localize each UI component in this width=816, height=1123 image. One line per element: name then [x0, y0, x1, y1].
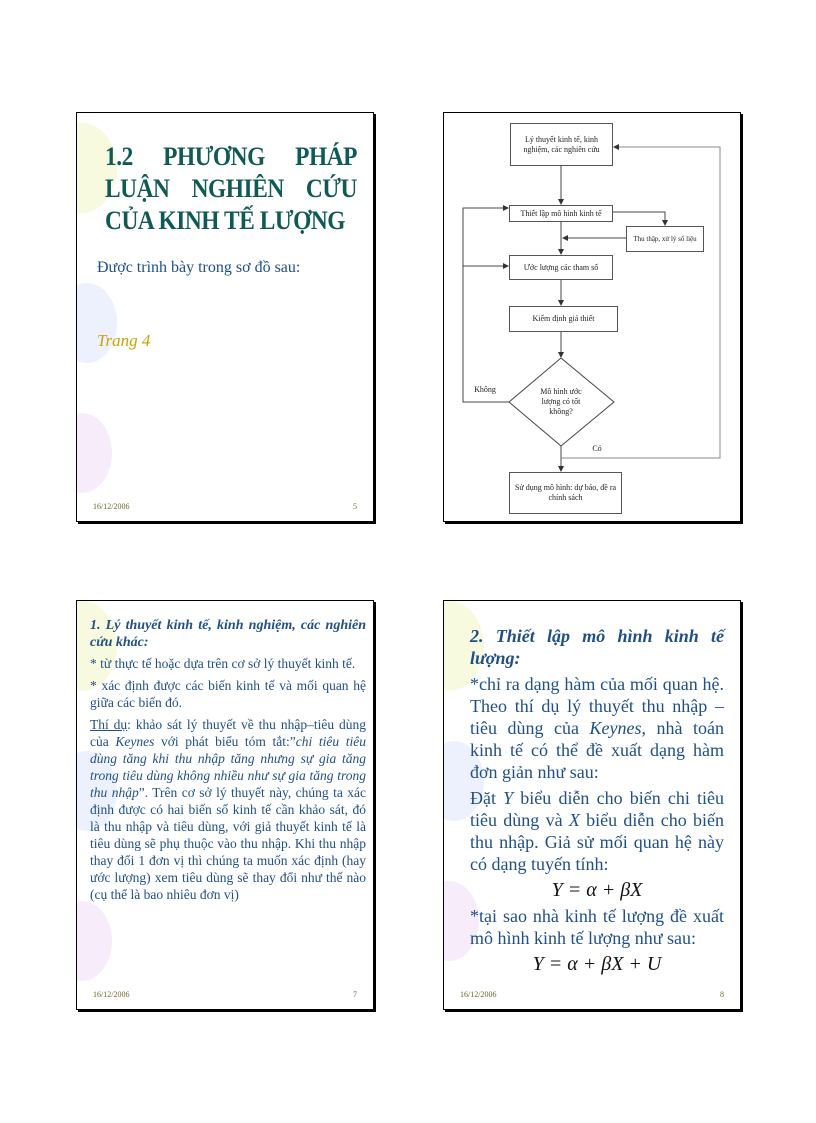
decorative-balloon	[76, 413, 112, 493]
equation-linear: Y = α + βX	[551, 879, 643, 901]
flowchart-decision: Mô hình ước lượng có tốt không?	[540, 387, 582, 416]
bullet: * xác định được các biến kinh tế và mối quan hệ giữa các biến đó.	[90, 678, 366, 710]
text: : khảo sát lý thuyết về thu nhập–tiêu dùng của	[90, 717, 366, 749]
slide-subtitle: Được trình bày trong sơ đồ sau:	[97, 259, 301, 276]
flowchart-step-test: Kiểm định giả thiết	[509, 306, 618, 332]
keynes: Keynes	[115, 734, 155, 749]
slide-body	[90, 617, 366, 908]
slide-number: 5	[353, 502, 357, 511]
paragraph	[470, 673, 724, 783]
slide-number: 8	[720, 990, 724, 999]
section-heading: 1. Lý thuyết kinh tế, kinh nghiệm, các nghiên cứu khác:	[90, 618, 366, 650]
flowchart-yes-label: Có	[592, 444, 602, 453]
flowchart-step-use: Sử dụng mô hình: dự báo, đề ra chính sách	[509, 472, 622, 514]
flowchart-step-data: Thu thập, xử lý số liệu	[626, 226, 704, 252]
slide-date: 16/12/2006	[93, 502, 130, 511]
text: biểu diễn cho biến thu nhập. Giả sử mối quan hệ này có dạng tuyến tính:	[470, 810, 724, 874]
slide-8	[443, 600, 741, 1010]
flowchart-no-label: Không	[474, 385, 496, 394]
decorative-balloon	[76, 901, 112, 981]
quote: chi tiêu tiêu dùng tăng khi thu nhập tăng nhưng sự gia tăng trong tiêu dùng không nhiều như sự gia tăng trong thu nhập	[90, 734, 367, 800]
slide-5	[76, 112, 374, 522]
slide-7	[76, 600, 374, 1010]
bullet: * từ thực tế hoặc dựa trên cơ sở lý thuyết kinh tế.	[90, 656, 356, 671]
keynes: Keynes	[589, 718, 642, 738]
example-paragraph	[90, 716, 366, 903]
example-label: Thí dụ	[90, 717, 128, 732]
flowchart-step-estimate: Ước lượng các tham số	[509, 255, 613, 280]
text: *chỉ ra dạng hàm của mối quan hệ. Theo thí dụ lý thuyết thu nhập – tiêu dùng của	[470, 674, 724, 738]
flowchart-step-theory: Lý thuyết kinh tế, kinh nghiệm, các nghiên cứu	[510, 123, 613, 166]
slide-number: 7	[353, 990, 357, 999]
paragraph: *tại sao nhà kinh tế lượng đề xuất mô hình kinh tế lượng như sau:	[470, 906, 724, 948]
slide-flowchart	[443, 112, 741, 522]
paragraph	[470, 787, 724, 875]
decorative-balloon	[76, 283, 117, 363]
text: ”. Trên cơ sở lý thuyết này, chúng ta xác định được có hai biến số kinh tế cần khảo sát, đó là thu nhập và tiêu dùng, với giả thuyết kinh tế là tiêu dùng sẽ phụ thuộc vào thu nhập. Khi thu nhập thay đổi 1 đơn vị thì chúng ta muốn xác định (hay ước lượng) xem tiêu dùng sẽ thay đổi như thế nào (cụ thể là bao nhiêu đơn vị)	[90, 785, 366, 902]
slide-date: 16/12/2006	[93, 990, 130, 999]
var-x: X	[568, 810, 580, 830]
text: Đặt	[470, 788, 504, 808]
page-link[interactable]: Trang 4	[97, 331, 151, 350]
slide-body	[470, 625, 724, 979]
slide-title: 1.2 PHƯƠNG PHÁP LUẬN NGHIÊN CỨU CỦA KINH TẾ LƯỢNG	[105, 142, 357, 235]
section-heading: 2. Thiết lập mô hình kinh tế lượng:	[470, 626, 724, 668]
text: biểu diễn cho biến chi tiêu tiêu dùng và	[470, 788, 724, 830]
text: , nhà toán kinh tế có thể đề xuất dạng hàm đơn giản như sau:	[470, 718, 724, 782]
slide-date: 16/12/2006	[460, 990, 497, 999]
var-y: Y	[503, 788, 514, 808]
text: với phát biểu tóm tắt:”	[154, 734, 296, 749]
flowchart-step-model: Thiết lập mô hình kinh tế	[509, 205, 613, 222]
equation-econometric: Y = α + βX + U	[532, 953, 662, 975]
